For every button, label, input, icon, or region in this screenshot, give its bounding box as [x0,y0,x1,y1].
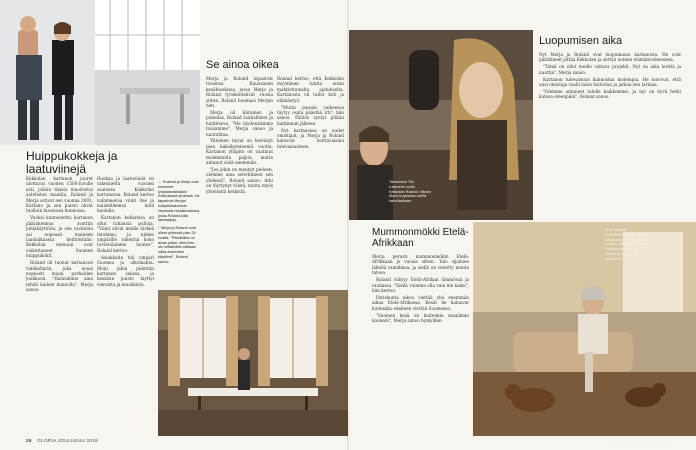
paragraph: Roland oli tuonut kartanoon viinikellarin, joka nousi nopeasti maan parhaiden joukkoon. "Halusimme aina tehdä kaiken kunnolla", Merja sanoo. [26,260,93,293]
page-number-right: 27 [678,438,684,443]
body-column-3 [206,76,273,281]
footer-right [612,438,684,443]
paragraph: Roland kertoo, että Kekkolan myyminen tuntui ensin mahdottomalta ajatukselta. Kartanosta oli tullut koti ja elämäntyö. [277,76,344,103]
interior-photo-woman-dogs [473,222,696,436]
magazine-issue-left: GLORIA JOULUKUU 2018 [37,438,98,443]
headline-left: Huippukokkeja ja laatuviinejä [26,149,118,176]
body-column-6 [372,254,469,438]
paragraph: Merja oli kiireinen ja puhelias, Roland rauhallinen ja harkitseva. "Me täydennämme toisiamme", Merja sanoo ja naurahtaa. [206,109,273,137]
paragraph: Vuoksi kunnostettu kartanon päärakennus avattiin juhlakäyttöön, ja sen ravintola sai nopeasti maineen laadukkaasta keittiöstään. Kekkolan menuun ovat vaikuttaneet Suomen huippukokit. [26,215,93,259]
page-number-left: 26 [26,438,32,443]
caption-text: ← Rolandi ja Merja ovat toimineet lyhytaikeisissäkin Kekkolassa yhdessä. He tapasivat Merjan kotipaikkakunnan ravintolan kesäkioskissa, jossa Roland kiilsi lasimaljoja. [158,180,200,223]
paragraph: Merja ja Roland tapasivat toisensa Kausaanen kesäkioskissa, jossa Merja ja Roland työskentelivät vuosia sitten. Roland huomasi Merjan heti. [206,76,273,109]
paragraph: "Suomen kesä on kuitenkin maailman kaunein", Merja sanoo hymyillen. [372,312,469,323]
portrait-photo-couple [349,30,533,220]
caption-right: Kuvi Kekkola Frysäänkin. Merja ollut sitkeä rakennuspuuhiin isobiks, hänellä on Merja kiitollista ja suunnan. Hänen luonnia tulee maastoon. [605,228,647,261]
paragraph: Roland viihtyy Etelä-Afrikan lämmössä ja rauhassa. "Siellä voimme olla vain me kaksi", hän kertoo. [372,277,469,293]
paragraph: "Mutta jossain vaiheessa täytyy osata päästää irti", hän sanoo. Päätös syntyi pitkän harkinnan jälkeen. [277,104,344,126]
paragraph: "Jos jokin on mennyt pieleen, olemme aina selvittäneet sen yhdessä", Roland sanoo. Arki on täyttynyt töistä, mutta myös yhteisistä hetkistä. [206,167,273,194]
paragraph: Pariskunta aikoo viettää yhä enemmän aikaa Etelä-Afrikassa. Kesät he haluavat kuitenkin edelleen viettää Suomessa. [372,294,469,311]
body-column-5 [539,52,681,216]
interior-photo-couple [0,0,200,145]
magazine-issue-right: GLORIA JOULUKUU 2018 [612,438,673,443]
paragraph: "Tämä on ollut meille valtava projekti. Nyt on aika levätä ja nauttia", Merja sanoo. [539,64,681,75]
interior-photo-dining-room [158,290,348,436]
body-column-2 [97,176,154,438]
paragraph: Nyt Merja ja Roland ovat luopumassa kartanosta. He ovat päättäneet jättää Kekkolan ja siirtyä uuteen elämänvaiheeseen. [539,52,681,63]
paragraph: Asiakkaita tuli ympäri Suomea ja ulkomailta. Moni juhla pidettiin kartanon salissa, ja kesäisin puisto täyttyi vieraista ja musiikista. [97,254,154,287]
paragraph: Merja perusti mummonmökin Etelä-Afrikkaan jo vuosia sitten. Talo sijaitsee lähellä rannikkoa, ja siellä on vietetty monta talvea. [372,254,469,276]
caption-middle: Talonmiesi Tiiu Laakonen sekä Kekkolan Roland. Hänen Maria kuyksiaan siellä kahvilaskaan. [389,180,432,204]
paragraph: "Olemme antaneet talolle kaikkemme, ja nyt on hyvä hetki katsoa eteenpäin", Roland sanoo. [539,88,681,100]
headline-middle: Se ainoa oikea [206,59,279,71]
paragraph: Kartanon kellarissa on ollut tuhansia pulloja. "Viinit olivat meille tärkeä intohimo, ja niiden ympärille rakentui koko ravintolamme luonne", Roland kertoo. [97,215,154,253]
footer-left [26,438,98,443]
body-column-1 [26,176,93,438]
caption-text: ↑ Merja ja Roland ovat olleet yhdessä pian 20 vuotta. "Päivälläkin on aivan paitsi, ettei ihan ole mitäänään siltäaan näkä avanneen käyttönä", Roland sanoo. [158,226,196,264]
headline-right-mid: Mummonmökki Etelä-Afrikkaan [372,227,469,249]
headline-right-top: Luopumisen aika [539,35,623,47]
paragraph: Kartanon tulevaisuus kiinnostaa molempia. He toivovat, että uusi omistaja vaalii talon historiaa ja jatkaa sen tarinaa. [539,76,681,88]
paragraph: Nyt kartanossa on uudet omistajat, ja Merja ja Roland katsovat luottavaisina tulevaisuuteen. [277,127,344,149]
paragraph: Ruokaa ja laatuviiniä on rakennettu vuosien saatossa Kekkolan kartanossa. Roland kertoo valinneensa viinit itse ja maistelleensa niitä huolella. [97,176,154,214]
body-column-4 [277,76,344,281]
paragraph: Kekkolan kartanon juuret ulottuvat vuoden 1500-luvulle asti, jolloin tilasta muodostui aateliston maatila. Roland ja Merja ostivat sen vuonna 2001. Kartano ja sen puisto olivat tuolloin huonossa kunnossa. [26,176,93,214]
caption-left [158,180,200,265]
paragraph: Yhteinen taival on kestänyt pian kaksikymmentä vuotta. Kartanon ylläpito on vaatinut molemmilta paljon, mutta antanut vielä enemmän. [206,138,273,166]
